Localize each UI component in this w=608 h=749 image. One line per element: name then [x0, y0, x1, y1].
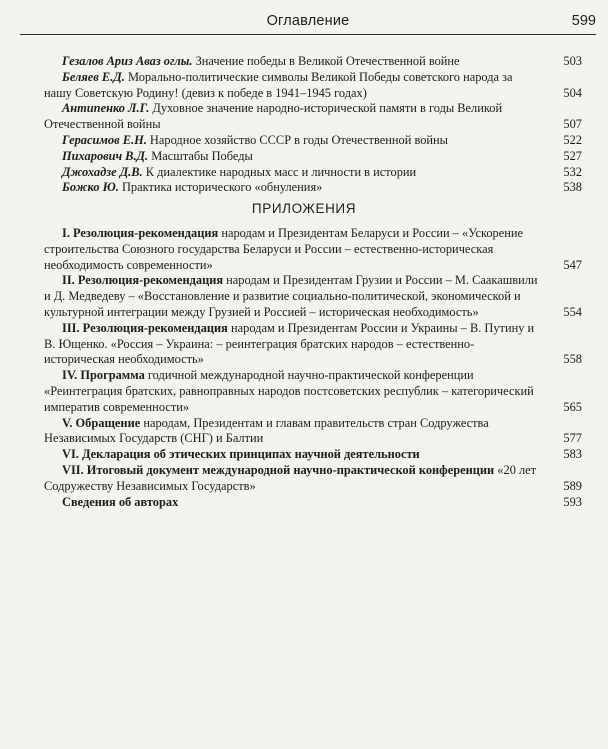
- toc-entry: [44, 447, 582, 463]
- page-number: 599: [571, 13, 596, 29]
- running-title: Оглавление: [266, 13, 350, 29]
- toc-entry-page: 503: [563, 54, 582, 68]
- toc-appendix: [44, 226, 582, 510]
- toc-entry: [44, 273, 582, 320]
- toc-entry-text: [44, 226, 523, 272]
- toc-entry: [44, 495, 582, 511]
- toc-entry: [44, 165, 582, 181]
- toc-entry-heading: IV. Программа: [62, 368, 145, 383]
- toc-entry-title: народам и Президентам Грузии и России – М. Саакашвили и Д. Медведеву – «Восстановление и развитие социально-политической, экономической и культурной интеграции между Грузией и Россией – историческая необходимость»: [44, 273, 538, 319]
- toc-entry-text: [44, 70, 513, 100]
- toc-entry-text: [62, 447, 420, 461]
- toc-entry-author: Беляев Е.Д.: [62, 69, 125, 84]
- toc-entry-heading: Сведения об авторах: [62, 494, 179, 509]
- toc-entry-title: Морально-политические символы Великой Победы советского народа за нашу Советскую Родину! (девиз к победе в 1941–1945 годах): [44, 69, 513, 100]
- toc-entry-page: 558: [563, 352, 582, 367]
- toc-entry-author: Божко Ю.: [62, 180, 119, 195]
- toc-entry-text: [44, 101, 502, 131]
- toc-entry-title: К диалектике народных масс и личности в истории: [145, 164, 417, 179]
- toc-entry-title: народам и Президентам России и Украины – В. Путину и В. Ющенко. «Россия – Украина: – реинтеграция братских народов – естественно-историческая необходимость»: [44, 320, 535, 367]
- toc-entry: [44, 133, 582, 149]
- toc-entry-author: Герасимов Е.Н.: [62, 132, 147, 147]
- toc-entry-author: Пихарович В.Д.: [62, 148, 149, 163]
- toc-entry-page: 527: [563, 148, 582, 163]
- toc-entry-text: [44, 273, 538, 319]
- toc-entry-heading: I. Резолюция-рекомендация: [62, 226, 219, 240]
- toc-articles: [44, 54, 582, 196]
- toc-entry-title: «20 лет Содружеству Независимых Государств»: [44, 462, 537, 493]
- toc-entry-title: Практика исторического «обнуления»: [121, 180, 323, 195]
- toc-entry-text: [62, 165, 416, 179]
- toc-entry: [44, 321, 582, 368]
- toc-entry-author: Гезалов Ариз Аваз оглы.: [62, 54, 193, 68]
- toc-entry-heading: V. Обращение: [62, 415, 141, 430]
- appendix-title: ПРИЛОЖЕНИЯ: [251, 201, 357, 216]
- toc-entry: [44, 416, 582, 448]
- toc-entry-title: народам и Президентам Беларуси и России – «Ускорение строительства Союзного государства Беларуси и России – естественно-историческая необходимость современности»: [44, 226, 523, 272]
- toc-entry-page: 532: [563, 164, 582, 179]
- toc-entry-heading: VII. Итоговый документ международной научно-практической конференции: [62, 462, 495, 477]
- toc-entry-text: [44, 416, 489, 446]
- toc-entry-title: Народное хозяйство СССР в годы Отечественной войны: [149, 132, 448, 147]
- toc-entry-page: 593: [563, 494, 582, 509]
- toc-entry-title: годичной международной научно-практической конференции «Реинтеграция братских, равноправных народов постсоветских республик – категорический императив современности»: [44, 368, 534, 414]
- toc-entry: [44, 70, 582, 102]
- toc-entry-heading: VI. Декларация об этических принципах научной деятельности: [62, 447, 420, 462]
- toc-entry: [44, 101, 582, 133]
- toc-entry-page: 522: [563, 132, 582, 147]
- toc-entry-page: 583: [563, 447, 582, 462]
- toc-entry-page: 565: [563, 399, 582, 414]
- toc-entry-text: [62, 180, 322, 194]
- toc-entry: [44, 368, 582, 415]
- toc-entry-text: [62, 133, 448, 147]
- toc-entry-title: народам, Президентам и главам правительств стран Содружества Независимых Государств (СНГ) и Балтии: [44, 415, 489, 446]
- toc-entry: [44, 180, 582, 196]
- toc-entry-page: 507: [563, 117, 582, 132]
- toc-entry-page: 547: [563, 257, 582, 272]
- toc-entry: [44, 54, 582, 70]
- toc-entry-page: 577: [563, 431, 582, 446]
- toc-entry-text: [44, 368, 534, 414]
- toc-entry-title: Духовное значение народно-исторической памяти в годы Великой Отечественной войны: [44, 101, 503, 132]
- toc-entry-heading: III. Резолюция-рекомендация: [62, 320, 228, 335]
- toc-entry-text: [44, 463, 536, 493]
- toc-entry-text: [44, 321, 534, 367]
- toc-entry-page: 504: [563, 85, 582, 100]
- toc-entry-text: [62, 495, 178, 509]
- toc-entry-title: Масштабы Победы: [151, 148, 253, 163]
- toc-entry-page: 589: [563, 478, 582, 493]
- toc-entry-author: Джохадзе Д.В.: [62, 164, 143, 179]
- running-head: [20, 10, 596, 35]
- toc-entry-text: [62, 149, 253, 163]
- toc-entry: [44, 149, 582, 165]
- toc-entry-text: [62, 54, 460, 68]
- toc-entry: [44, 463, 582, 495]
- toc-entry-title: Значение победы в Великой Отечественной войне: [195, 54, 460, 68]
- toc-entry-heading: II. Резолюция-рекомендация: [62, 273, 224, 288]
- toc-entry-page: 538: [563, 180, 582, 195]
- toc-entry-author: Антипенко Л.Г.: [62, 101, 150, 116]
- toc-entry: [44, 226, 582, 273]
- toc-entry-page: 554: [563, 304, 582, 319]
